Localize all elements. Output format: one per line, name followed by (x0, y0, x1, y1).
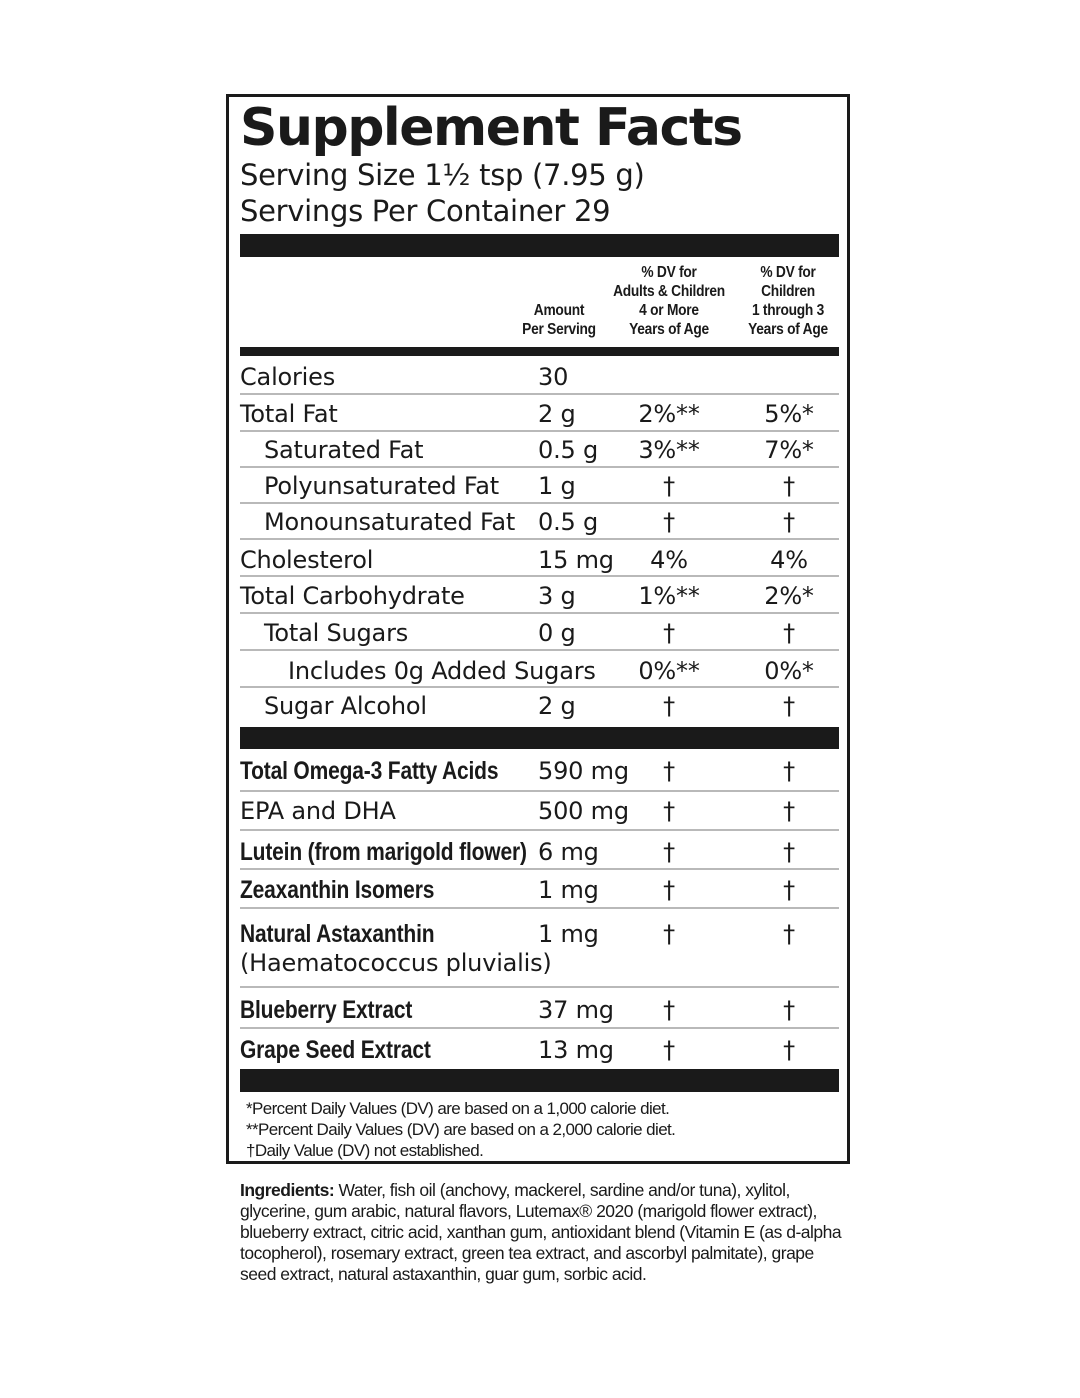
nutrient-amount: 2 g (538, 692, 576, 720)
nutrient-name: Total Omega-3 Fatty Acids (240, 757, 499, 785)
row-divider (240, 430, 839, 432)
dv-children-value: † (783, 508, 795, 536)
dv-adults-value: † (663, 472, 675, 500)
thick-divider-middle (240, 727, 839, 749)
header-amount: Amount Per Serving (522, 302, 596, 338)
row-divider (240, 907, 839, 909)
nutrient-amount: 3 g (538, 582, 576, 610)
row-divider (240, 502, 839, 504)
nutrient-name: Total Carbohydrate (240, 582, 465, 610)
row-divider (240, 466, 839, 468)
ingredients-statement (240, 1180, 850, 1285)
dv-adults-value: † (663, 996, 675, 1024)
dv-children-value: † (783, 996, 795, 1024)
dv-children-value: 7%* (764, 436, 814, 464)
row-divider (240, 829, 839, 831)
row-divider (240, 393, 839, 395)
dv-adults-value: 1%** (638, 582, 700, 610)
nutrient-name: Lutein (from marigold flower) (240, 838, 527, 866)
row-divider (240, 686, 839, 688)
dv-adults-value: 4% (650, 546, 688, 574)
row-divider (240, 575, 839, 577)
nutrient-amount: 15 mg (538, 546, 614, 574)
serving-size: Serving Size 1½ tsp (7.95 g) (240, 158, 645, 192)
thick-divider-bottom (240, 1069, 839, 1092)
nutrient-amount: 0.5 g (538, 508, 599, 536)
nutrient-name: Cholesterol (240, 546, 374, 574)
nutrient-amount: 1 mg (538, 920, 599, 948)
nutrient-amount: 6 mg (538, 838, 599, 866)
nutrient-name: Blueberry Extract (240, 996, 413, 1024)
dv-adults-value: † (663, 692, 675, 720)
thick-divider-top (240, 234, 839, 257)
dv-adults-value: † (663, 619, 675, 647)
nutrient-amount: 1 mg (538, 876, 599, 904)
row-divider (240, 649, 839, 651)
dv-children-value: 5%* (764, 400, 814, 428)
nutrient-amount: 13 mg (538, 1036, 614, 1064)
nutrient-name: Zeaxanthin Isomers (240, 876, 435, 904)
nutrient-amount: 590 mg (538, 757, 629, 785)
dv-children-value: † (783, 876, 795, 904)
nutrient-amount: 1 g (538, 472, 576, 500)
dv-children-value: † (783, 1036, 795, 1064)
footnote-1000-calorie: *Percent Daily Values (DV) are based on a 1,000 calorie diet. (246, 1099, 670, 1118)
header-dv-children: % DV for Children 1 through 3 Years of Age (748, 264, 828, 338)
row-divider (240, 986, 839, 988)
nutrient-name: Polyunsaturated Fat (264, 472, 499, 500)
nutrient-name: Includes 0g Added Sugars (288, 657, 596, 685)
dv-adults-value: † (663, 876, 675, 904)
dv-children-value: † (783, 797, 795, 825)
row-divider (240, 1027, 839, 1029)
dv-children-value: † (783, 757, 795, 785)
nutrient-amount: 500 mg (538, 797, 629, 825)
panel-title: Supplement Facts (240, 98, 742, 158)
dv-adults-value: † (663, 797, 675, 825)
nutrient-name: Sugar Alcohol (264, 692, 427, 720)
dv-children-value: † (783, 472, 795, 500)
dv-children-value: † (783, 920, 795, 948)
nutrient-name: Total Fat (240, 400, 338, 428)
dv-adults-value: † (663, 508, 675, 536)
dv-children-value: 2%* (764, 582, 814, 610)
dv-children-value: † (783, 838, 795, 866)
nutrient-amount: 30 (538, 363, 569, 391)
servings-per-container: Servings Per Container 29 (240, 194, 611, 228)
dv-adults-value: 3%** (638, 436, 700, 464)
nutrient-name: Grape Seed Extract (240, 1036, 431, 1064)
footnote-dv-not-established: †Daily Value (DV) not established. (246, 1141, 484, 1160)
nutrient-name: Calories (240, 363, 336, 391)
nutrient-name: Saturated Fat (264, 436, 424, 464)
row-divider (240, 538, 839, 540)
nutrient-amount: 37 mg (538, 996, 614, 1024)
dv-adults-value: † (663, 1036, 675, 1064)
dv-children-value: † (783, 692, 795, 720)
dv-children-value: 4% (770, 546, 808, 574)
header-dv-adults: % DV for Adults & Children 4 or More Years of Age (613, 264, 725, 338)
dv-adults-value: 2%** (638, 400, 700, 428)
row-divider (240, 868, 839, 870)
nutrient-amount: 0 g (538, 619, 576, 647)
row-divider (240, 612, 839, 614)
dv-adults-value: † (663, 920, 675, 948)
thick-divider-header (240, 347, 839, 356)
dv-adults-value: 0%** (638, 657, 700, 685)
ingredients-text: Water, fish oil (anchovy, mackerel, sardine and/or tuna), xylitol, glycerine, gum arabic, natural flavors, Lutemax® 2020 (marigold flower extract), blueberry extract, citric acid, xanthan gum, antioxidant blend (Vitamin E (as d-alpha tocopherol), rosemary extract, green tea extract, and ascorbyl palmitate), grape seed extract, natural astaxanthin, guar gum, sorbic acid. (240, 1180, 842, 1284)
nutrient-amount: 0.5 g (538, 436, 599, 464)
nutrient-amount: 2 g (538, 400, 576, 428)
nutrient-source: (Haematococcus pluvialis) (240, 949, 552, 977)
nutrient-name: EPA and DHA (240, 797, 396, 825)
dv-children-value: 0%* (764, 657, 814, 685)
ingredients-label: Ingredients: (240, 1180, 335, 1200)
dv-adults-value: † (663, 838, 675, 866)
nutrient-name: Natural Astaxanthin (240, 920, 435, 948)
dv-adults-value: † (663, 757, 675, 785)
nutrient-name: Monounsaturated Fat (264, 508, 516, 536)
dv-children-value: † (783, 619, 795, 647)
footnote-2000-calorie: **Percent Daily Values (DV) are based on a 2,000 calorie diet. (246, 1120, 676, 1139)
row-divider (240, 790, 839, 792)
nutrient-name: Total Sugars (264, 619, 409, 647)
